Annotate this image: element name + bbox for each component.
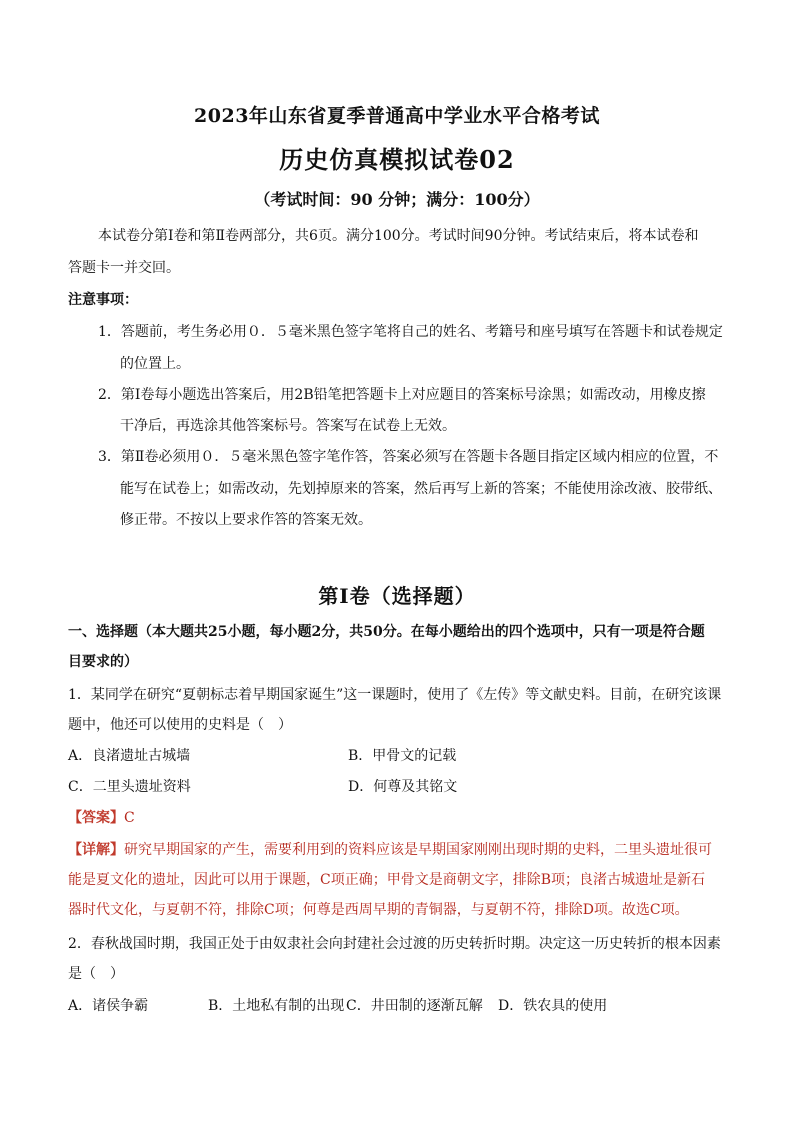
notice-item-2: 2．第Ⅰ卷每小题选出答案后，用2B铅笔把答题卡上对应题目的答案标号涂黑；如需改动，用橡皮擦 — [98, 387, 706, 403]
q2-option-c: C．井田制的逐渐瓦解 — [346, 998, 483, 1014]
q1-detail-line-1 — [68, 840, 712, 860]
notice-item-3-cont2: 修正带。不按以上要求作答的答案无效。 — [120, 512, 372, 528]
question-2-stem: 2．春秋战国时期，我国正处于由奴隶社会向封建社会过渡的历史转折时期。决定这一历史转折的根本因素 — [68, 936, 721, 952]
detail-tag: 【详解】 — [68, 842, 124, 858]
exam-title: 2023年山东省夏季普通高中学业水平合格考试 — [194, 105, 600, 127]
answer-value: C — [124, 810, 135, 826]
answer-tag: 【答案】 — [68, 810, 124, 826]
intro-line-2: 答题卡一并交回。 — [68, 260, 180, 276]
question-1-stem: 1．某同学在研究“夏朝标志着早期国家诞生”这一课题时，使用了《左传》等文献史料。目前，在研究该课 — [68, 687, 722, 703]
notice-item-1-cont: 的位置上。 — [120, 356, 190, 372]
q1-detail-line-2: 能是夏文化的遗址，因此可以用于课题，C项正确；甲骨文是商朝文字，排除B项；良渚古城遗址是新石 — [68, 872, 705, 888]
section-desc-1: 一、选择题（本大题共25小题，每小题2分，共50分。在每小题给出的四个选项中，只有一项是符合题 — [68, 624, 705, 640]
notice-item-3-cont: 能写在试卷上；如需改动，先划掉原来的答案，然后再写上新的答案；不能使用涂改液、胶带纸、 — [120, 481, 722, 497]
section-title: 第Ⅰ卷（选择题） — [318, 584, 476, 608]
question-1-stem-cont: 题中，他还可以使用的史料是（ ） — [68, 717, 292, 733]
q1-option-c: C．二里头遗址资料 — [68, 779, 191, 795]
q2-option-b: B．土地私有制的出现 — [208, 998, 345, 1014]
notice-item-3: 3．第Ⅱ卷必须用０．５毫米黑色签字笔作答，答案必须写在答题卡各题目指定区域内相应的位置，不 — [98, 449, 719, 465]
q1-option-d: D．何尊及其铭文 — [348, 779, 458, 795]
detail-text-1: 研究早期国家的产生，需要利用到的资料应该是早期国家刚刚出现时期的史料，二里头遗址很可 — [124, 842, 712, 858]
question-2-stem-cont: 是（ ） — [68, 966, 124, 982]
q1-answer — [68, 808, 135, 828]
q1-option-b: B．甲骨文的记载 — [348, 748, 457, 764]
q1-detail-line-3: 器时代文化，与夏朝不符，排除C项；何尊是西周早期的青铜器，与夏朝不符，排除D项。故选C项。 — [68, 902, 689, 918]
section-desc-2: 目要求的） — [68, 654, 138, 670]
notice-item-1: 1．答题前，考生务必用０．５毫米黑色签字笔将自己的姓名、考籍号和座号填写在答题卡和试卷规定 — [98, 324, 723, 340]
q2-option-a: A．诸侯争霸 — [68, 998, 149, 1014]
intro-line-1: 本试卷分第Ⅰ卷和第Ⅱ卷两部分，共6页。满分100分。考试时间90分钟。考试结束后，将本试卷和 — [98, 228, 699, 244]
notice-item-2-cont: 干净后，再选涂其他答案标号。答案写在试卷上无效。 — [120, 418, 456, 434]
exam-info: （考试时间：90 分钟；满分：100分） — [254, 190, 540, 209]
q2-option-d: D．铁农具的使用 — [498, 998, 608, 1014]
q1-option-a: A．良渚遗址古城墙 — [68, 748, 191, 764]
notice-heading: 注意事项： — [68, 292, 138, 308]
paper-title: 历史仿真模拟试卷02 — [279, 145, 515, 174]
